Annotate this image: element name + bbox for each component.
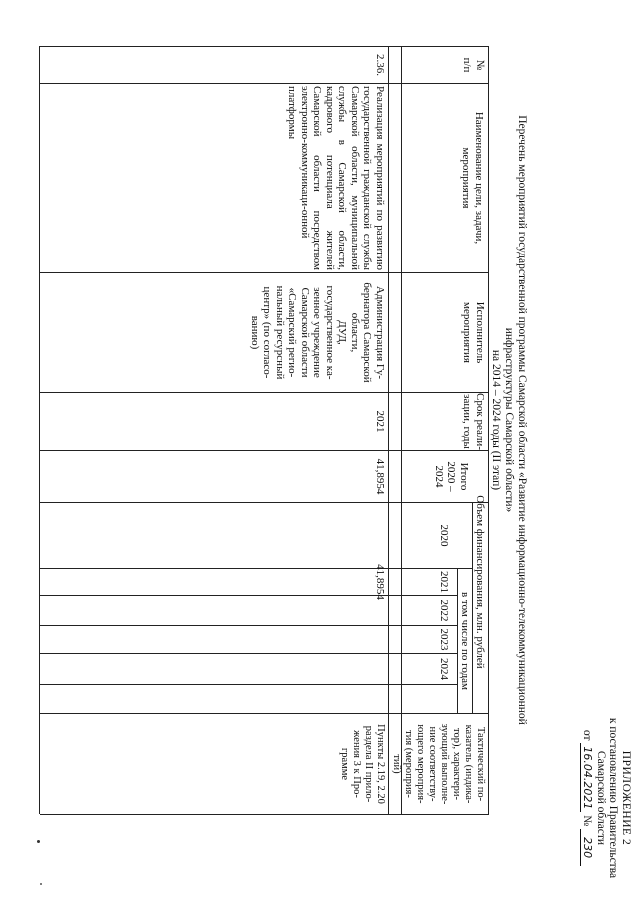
row-executor: Администрация Гу- бернатора Самарской области, ДУД, государственное ка- зенное учреждение Самарской области «Самарский регио- нальный ресурсный центр» (по согласо- ванию) [249,282,386,383]
header-term: Срок реали- зации, годы [461,393,486,450]
grid-line [40,814,489,815]
grid-line [40,392,489,393]
appendix-line-region: Самарской области [595,750,607,846]
grid-line [40,502,489,503]
appendix-title: ПРИЛОЖЕНИЕ 2 [620,750,632,846]
document-title-line2: на 2014 – 2024 годы (II этап) [490,349,502,491]
grid-line [388,46,389,814]
grid-line [40,625,458,626]
from-label: от [581,729,594,741]
row-number: 2.36. [374,54,386,76]
header-total: Итого 2020 – 2024 [433,461,470,492]
grid-line [401,46,402,814]
header-year-2023: 2023 [438,628,450,651]
handwritten-date: 16.04.2021 [581,743,595,812]
grid-line [40,595,458,596]
grid-line [40,83,489,84]
row-total: 41,8954 [374,458,386,495]
scan-speck [40,883,42,885]
header-year-2022: 2022 [438,599,450,622]
header-by-years: в том числе по годам [459,591,471,691]
row-indicator: Пункты 2.19, 2.20 раздела II прило- жения 3 к Про- грамме [339,724,386,804]
grid-line [40,450,489,451]
appendix-header [581,700,632,896]
header-year-2020: 2020 [438,524,450,547]
row-name: Реализация мероприятий по развитию государственной гражданской службы Самарской области, муниципальной службы в Самарской области, кадрового потенциала жителей Самарской области посредством электронно-коммуникаци-онной платформы [286,86,386,270]
grid-line [40,684,458,685]
grid-line [40,568,473,569]
header-year-2024: 2024 [438,658,450,680]
grid-line [39,46,40,814]
header-number: № п/п [461,57,486,73]
document-title [489,80,528,760]
document-title-line1: Перечень мероприятий государственной программы Самарской области «Развитие информационно-телекоммуникационной инфраструктуры Самарской области» [503,115,528,725]
header-funding: Объем финансирования, млн. рублей [474,495,486,669]
number-label: № [581,815,594,827]
appendix-date-line [581,700,594,896]
header-year-2021: 2021 [438,571,450,593]
row-term: 2021 [374,410,386,433]
header-executor: Исполнитель мероприятия [461,301,486,364]
grid-line [40,46,489,47]
header-indicator: Тактический по- казатель (индика- тор), характери- зующий выполне- ние соответству- ющего мероприя- тия (мероприя- тий) [391,723,486,805]
grid-line [40,653,458,654]
scan-speck [37,840,40,843]
handwritten-number: 230 [581,829,595,866]
header-name: Наименование цели, задачи, мероприятия [460,111,485,245]
grid-line [488,46,489,814]
appendix-line-resolution: к постановлению Правительства [607,717,620,879]
row-2021: 41,8954 [374,564,386,600]
